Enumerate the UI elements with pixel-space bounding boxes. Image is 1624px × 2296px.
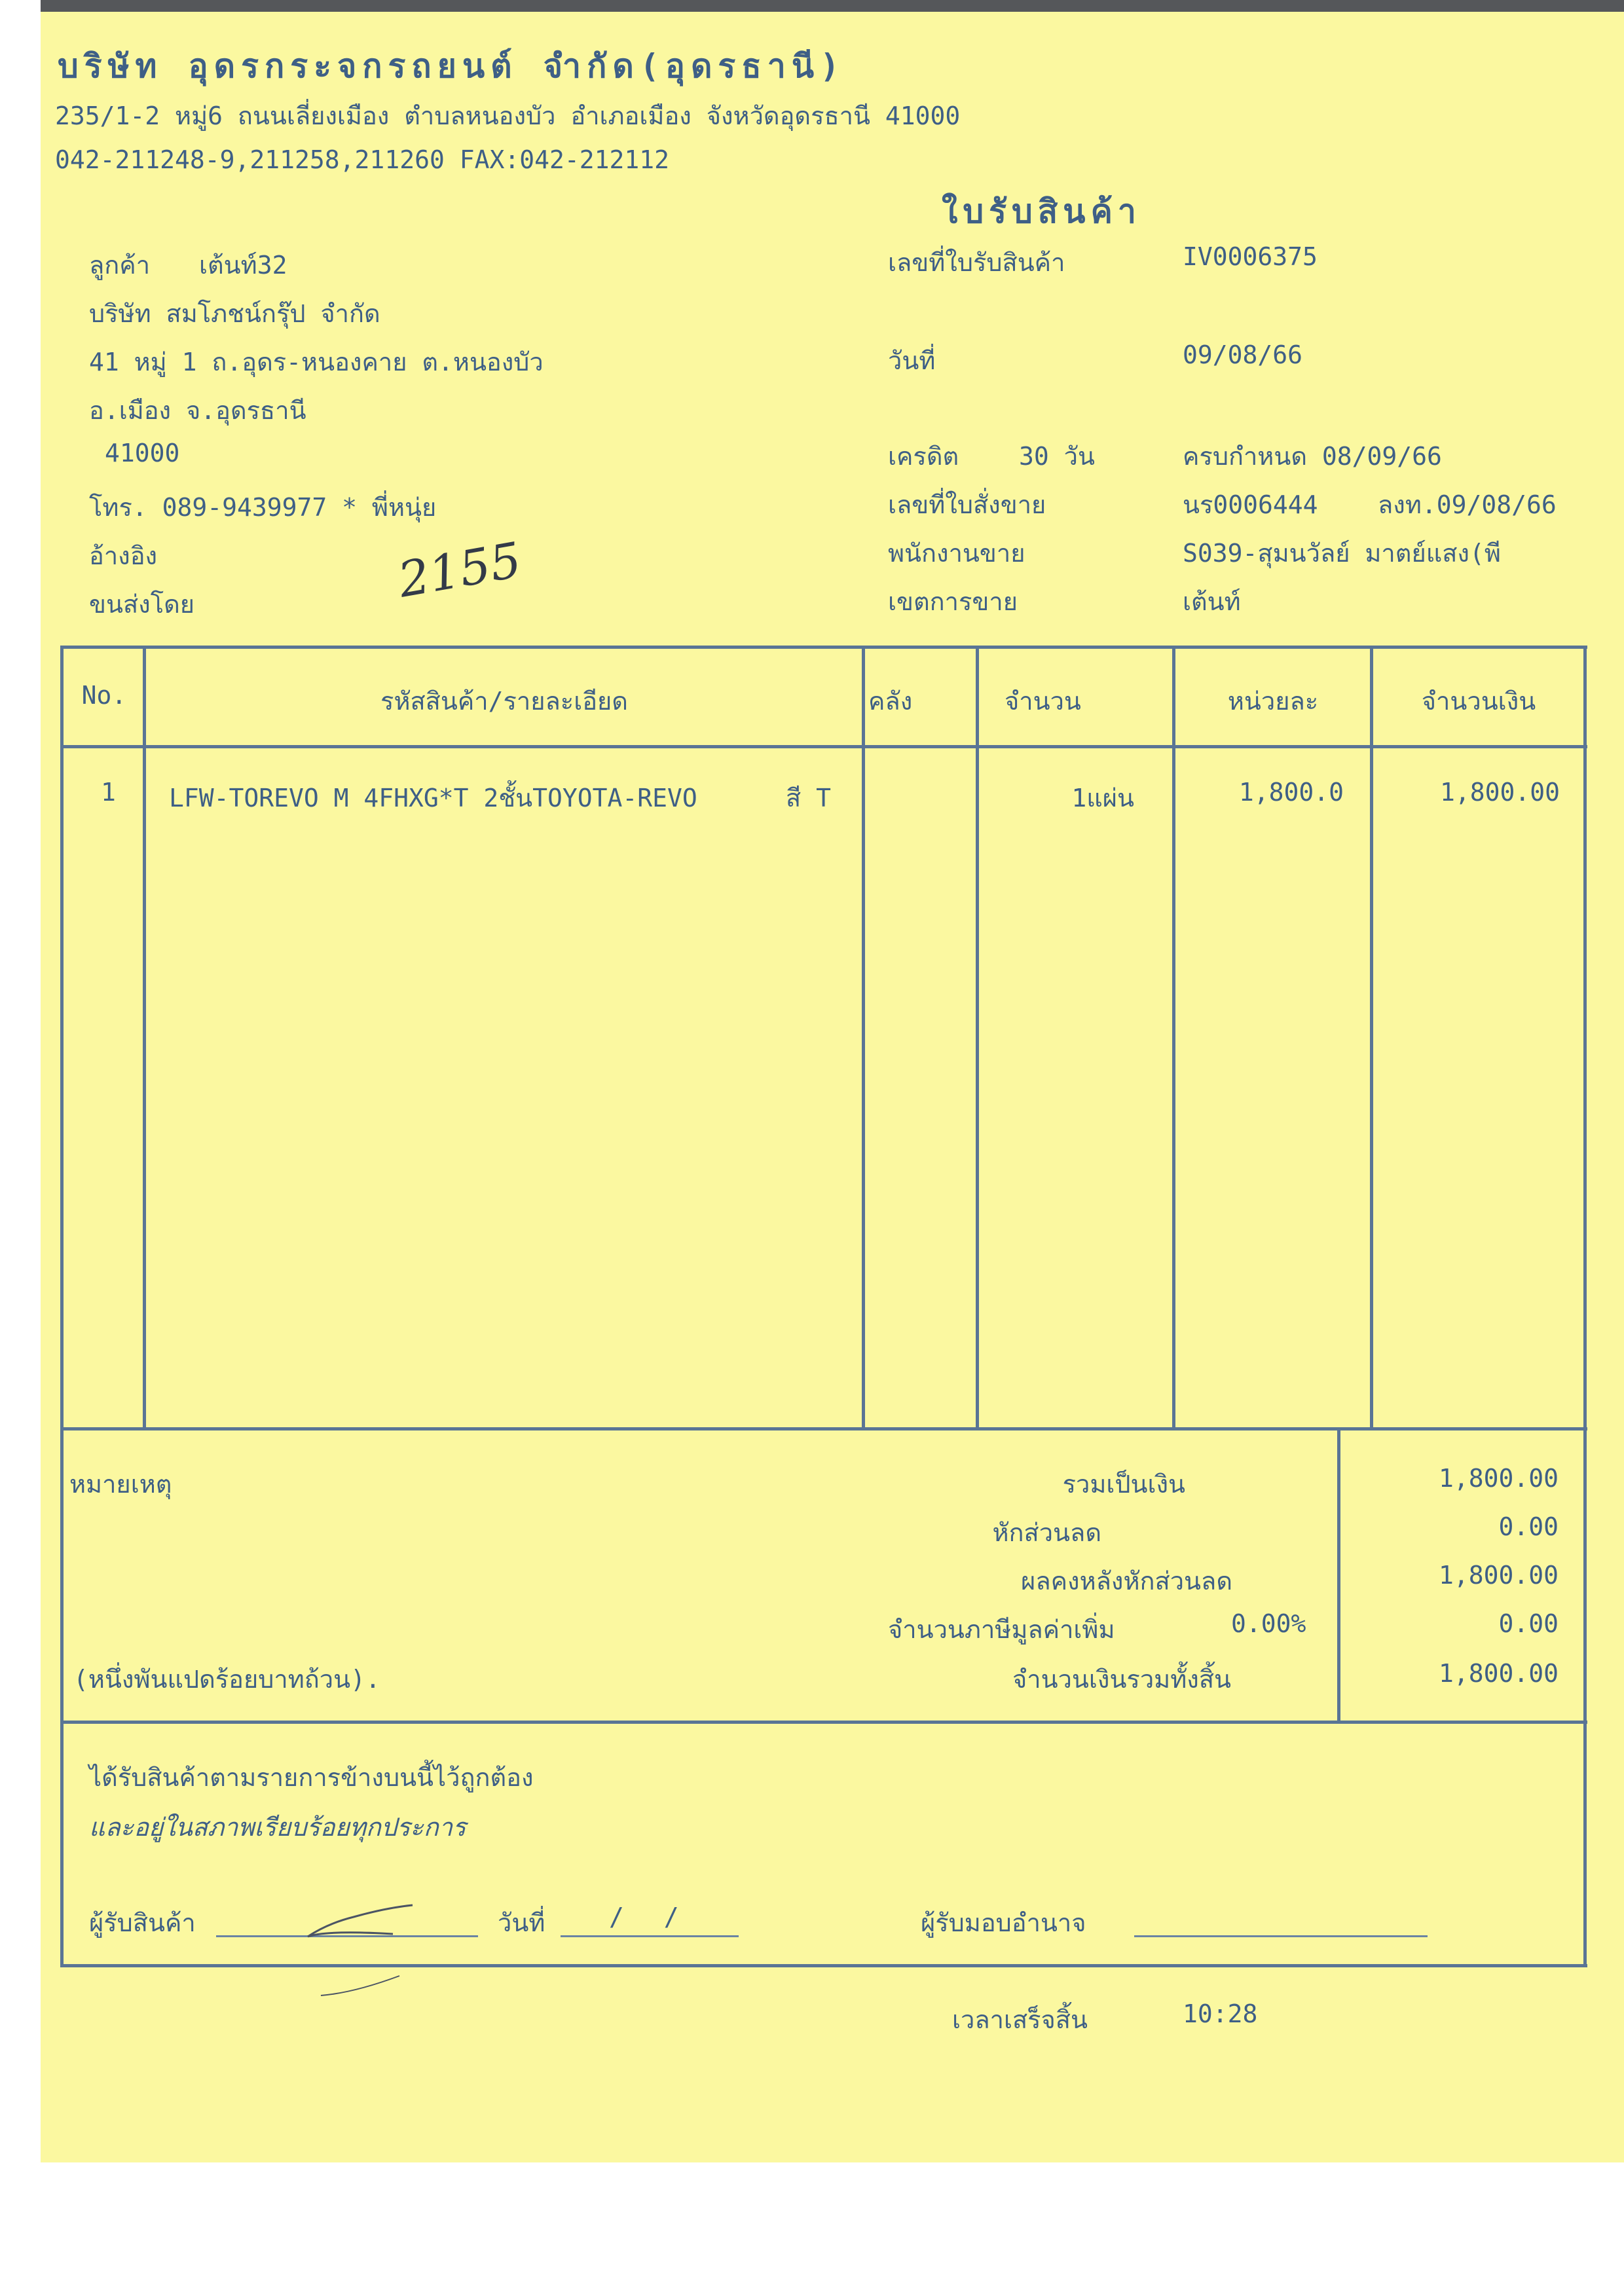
company-name: บริษัท อุดรกระจกรถยนต์ จำกัด(อุดรธานี) <box>58 47 846 85</box>
reference-label: อ้างอิง <box>89 541 158 570</box>
sales-area-value: เต้นท์ <box>1183 587 1241 616</box>
date-label: วันที่ <box>888 346 936 375</box>
credit-label: เครดิต <box>888 442 959 471</box>
totals-bottom-border <box>60 1721 1587 1724</box>
due-date: ครบกำหนด 08/09/66 <box>1183 442 1442 471</box>
table-bottom-border <box>60 1427 1587 1430</box>
reference-handwritten: 2155 <box>394 532 526 609</box>
sales-order-date: ลงท.09/08/66 <box>1378 490 1557 519</box>
row-no: 1 <box>101 778 116 807</box>
receive-date-slots: / / <box>609 1903 679 1931</box>
receiver-label: ผู้รับสินค้า <box>89 1908 196 1937</box>
header-no: No. <box>81 681 127 710</box>
scan-edge <box>41 0 1624 12</box>
row-qty: 1แผ่น <box>1071 784 1134 812</box>
signature-scribble <box>288 1878 445 2009</box>
vat-rate: 0.00% <box>1231 1609 1306 1638</box>
sales-area-label: เขตการขาย <box>888 587 1018 616</box>
table-left-border <box>60 646 64 1967</box>
customer-name: บริษัท สมโภชน์กรุ๊ป จำกัด <box>89 299 380 328</box>
salesperson-value: S039-สุมนวัลย์ มาตย์แสง(พี <box>1183 539 1501 568</box>
sales-order-label: เลขที่ใบสั่งขาย <box>888 490 1046 519</box>
customer-label: ลูกค้า <box>89 251 151 280</box>
table-col-line-2 <box>862 646 865 1429</box>
subtotal-value: 1,800.00 <box>1438 1464 1559 1493</box>
remark-label: หมายเหตุ <box>69 1470 172 1499</box>
completion-time: 10:28 <box>1183 1999 1258 2028</box>
grand-total-label: จำนวนเงินรวมทั้งสิ้น <box>1012 1665 1231 1694</box>
after-discount-value: 1,800.00 <box>1438 1561 1559 1590</box>
completion-time-label: เวลาเสร็จสิ้น <box>952 2005 1088 2034</box>
grand-total-value: 1,800.00 <box>1438 1659 1559 1688</box>
authorized-label: ผู้รับมอบอำนาจ <box>921 1908 1086 1937</box>
row-description: LFW-TOREVO M 4FHXG*T 2ชั้นTOYOTA-REVO <box>169 784 697 812</box>
table-header-divider <box>60 745 1587 748</box>
amount-in-words: (หนึ่งพันแปดร้อยบาทถ้วน). <box>73 1665 380 1694</box>
table-col-line-4 <box>1172 646 1175 1429</box>
receive-date-label: วันที่ <box>498 1908 545 1937</box>
table-right-border <box>1583 646 1587 1967</box>
authorized-signature-line <box>1134 1935 1428 1937</box>
discount-value: 0.00 <box>1498 1512 1559 1541</box>
company-address: 235/1-2 หมู่6 ถนนเลี่ยงเมือง ตำบลหนองบัว อำเภอเมือง จังหวัดอุดรธานี 41000 <box>55 101 961 130</box>
shipping-label: ขนส่งโดย <box>89 590 195 619</box>
document-title: ใบรับสินค้า <box>942 192 1141 230</box>
totals-divider <box>1337 1429 1340 1723</box>
subtotal-label: รวมเป็นเงิน <box>1062 1470 1185 1499</box>
discount-label: หักส่วนลด <box>992 1518 1101 1547</box>
customer-zip: 41000 <box>105 439 180 467</box>
confirm-line-1: ได้รับสินค้าตามรายการข้างบนนี้ไว้ถูกต้อง <box>89 1763 534 1792</box>
company-phone: 042-211248-9,211258,211260 FAX:042-212112 <box>55 145 669 174</box>
sales-order-number: นร0006444 <box>1183 490 1318 519</box>
doc-number-label: เลขที่ใบรับสินค้า <box>888 248 1065 277</box>
row-unit-price: 1,800.0 <box>1238 778 1344 807</box>
header-amount: จำนวนเงิน <box>1421 687 1536 716</box>
vat-value: 0.00 <box>1498 1609 1559 1638</box>
table-col-line-5 <box>1370 646 1373 1429</box>
after-discount-label: ผลคงหลังหักส่วนลด <box>1021 1567 1232 1595</box>
vat-label: จำนวนภาษีมูลค่าเพิ่ม <box>888 1615 1115 1644</box>
table-col-line-3 <box>976 646 979 1429</box>
header-warehouse: คลัง <box>868 687 913 716</box>
row-color: สี T <box>786 784 831 812</box>
header-description: รหัสสินค้า/รายละเอียด <box>380 687 628 716</box>
customer-address-line2: อ.เมือง จ.อุดรธานี <box>89 396 306 425</box>
receive-date-line <box>561 1935 739 1937</box>
table-col-line-1 <box>143 646 146 1429</box>
credit-value: 30 วัน <box>1019 442 1095 471</box>
customer-tel: โทร. 089-9439977 * พี่หนุ่ย <box>89 493 437 522</box>
table-top-border <box>60 646 1587 649</box>
customer-address-line1: 41 หมู่ 1 ถ.อุดร-หนองคาย ต.หนองบัว <box>89 348 544 376</box>
salesperson-label: พนักงานขาย <box>888 539 1025 568</box>
row-amount: 1,800.00 <box>1439 778 1560 807</box>
confirm-line-2: และอยู่ในสภาพเรียบร้อยทุกประการ <box>89 1813 466 1842</box>
doc-number: IV0006375 <box>1183 242 1318 271</box>
header-qty: จำนวน <box>1005 687 1081 716</box>
date-value: 09/08/66 <box>1183 340 1303 369</box>
customer-code: เต้นท์32 <box>199 251 287 280</box>
header-unit-price: หน่วยละ <box>1227 687 1319 716</box>
